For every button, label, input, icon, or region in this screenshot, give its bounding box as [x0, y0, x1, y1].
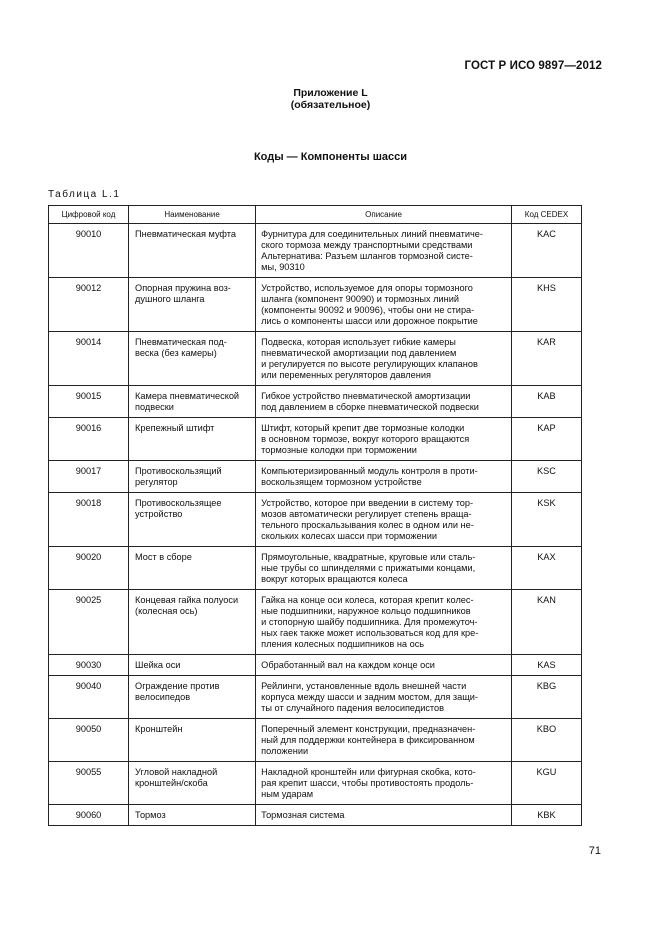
- annex-status: (обязательное): [290, 99, 371, 111]
- cell-cedex: KAX: [511, 547, 581, 590]
- cell-description: Накладной кронштейн или фигурная скобка, кото- рая крепит шасси, чтобы противостоять продоль- ным ударам: [256, 762, 512, 805]
- column-header-description: Описание: [256, 206, 512, 224]
- cell-cedex: KBG: [511, 676, 581, 719]
- cell-code: 90055: [49, 762, 129, 805]
- cell-description: Тормозная система: [256, 805, 512, 826]
- table-row: [49, 676, 582, 719]
- cell-code: 90015: [49, 386, 129, 418]
- table-caption: Таблица L.1: [48, 189, 121, 200]
- cell-name: Угловой накладной кронштейн/скоба: [129, 762, 256, 805]
- cell-cedex: KHS: [511, 278, 581, 332]
- cell-code: 90016: [49, 418, 129, 461]
- table-row: [49, 332, 582, 386]
- annex-title: Приложение L: [293, 87, 368, 99]
- cell-description: Штифт, который крепит две тормозные колодки в основном тормозе, вокруг которого вращаются тормозные колодки при торможении: [256, 418, 512, 461]
- cell-name: Опорная пружина воз- душного шланга: [129, 278, 256, 332]
- cell-description: Гайка на конце оси колеса, которая крепит колес- ные подшипники, наружное кольцо подшипников и стопорную шайбу подшипника. Для промежуточ- ных гаек также может использоваться код для кре- пления колесных подшипников на ось: [256, 590, 512, 655]
- cell-name: Ограждение против велосипедов: [129, 676, 256, 719]
- cell-cedex: KAR: [511, 332, 581, 386]
- cell-cedex: KAS: [511, 655, 581, 676]
- cell-code: 90050: [49, 719, 129, 762]
- table-row: [49, 719, 582, 762]
- cell-name: Противоскользящий регулятор: [129, 461, 256, 493]
- cell-name: Крепежный штифт: [129, 418, 256, 461]
- cell-name: Шейка оси: [129, 655, 256, 676]
- cell-code: 90060: [49, 805, 129, 826]
- annex-heading: [0, 87, 661, 111]
- cell-description: Компьютеризированный модуль контроля в проти- воскользящем тормозном устройстве: [256, 461, 512, 493]
- table-row: [49, 493, 582, 547]
- cell-code: 90025: [49, 590, 129, 655]
- cell-name: Мост в сборе: [129, 547, 256, 590]
- page-number: 71: [588, 845, 601, 857]
- cell-name: Камера пневматической подвески: [129, 386, 256, 418]
- cell-code: 90020: [49, 547, 129, 590]
- cell-code: 90030: [49, 655, 129, 676]
- codes-table: [48, 205, 582, 826]
- cell-cedex: KAC: [511, 224, 581, 278]
- table-row: [49, 224, 582, 278]
- cell-cedex: KBK: [511, 805, 581, 826]
- cell-code: 90012: [49, 278, 129, 332]
- column-header-cedex: Код CEDEX: [511, 206, 581, 224]
- cell-name: Концевая гайка полуоси (колесная ось): [129, 590, 256, 655]
- cell-cedex: KBO: [511, 719, 581, 762]
- table-row: [49, 386, 582, 418]
- table-body: [49, 224, 582, 826]
- cell-code: 90014: [49, 332, 129, 386]
- table-row: [49, 547, 582, 590]
- table-row: [49, 655, 582, 676]
- cell-name: Пневматическая под- веска (без камеры): [129, 332, 256, 386]
- cell-description: Обработанный вал на каждом конце оси: [256, 655, 512, 676]
- cell-description: Устройство, используемое для опоры тормозного шланга (компонент 90090) и тормозных линий (компоненты 90092 и 90096), чтобы они не стира- лись о компоненты шасси или дорожное покрытие: [256, 278, 512, 332]
- section-title: Коды — Компоненты шасси: [253, 151, 408, 163]
- table-row: [49, 590, 582, 655]
- table-row: [49, 278, 582, 332]
- cell-description: Фурнитура для соединительных линий пневматиче- ского тормоза между транспортными средствами Альтернатива: Разъем шлангов тормозной систе- мы, 90310: [256, 224, 512, 278]
- cell-description: Поперечный элемент конструкции, предназначен- ный для поддержки контейнера в фиксированном положении: [256, 719, 512, 762]
- table-row: [49, 418, 582, 461]
- cell-description: Прямоугольные, квадратные, круговые или сталь- ные трубы со шпинделями с прижатыми концами, вокруг которых вращаются колеса: [256, 547, 512, 590]
- table-header-row: [49, 206, 582, 224]
- document-code: ГОСТ Р ИСО 9897—2012: [464, 60, 602, 72]
- cell-cedex: KSK: [511, 493, 581, 547]
- column-header-name: Наименование: [129, 206, 256, 224]
- cell-description: Подвеска, которая использует гибкие камеры пневматической амортизации под давлением и регулируется по высоте регулирующих клапанов или переменных регуляторов давления: [256, 332, 512, 386]
- cell-description: Устройство, которое при введении в систему тор- мозов автоматически регулирует степень враща- тельного проскальзывания колес в одном или не- скольких колесах шасси при торможении: [256, 493, 512, 547]
- table-row: [49, 762, 582, 805]
- cell-code: 90017: [49, 461, 129, 493]
- cell-code: 90040: [49, 676, 129, 719]
- cell-name: Кронштейн: [129, 719, 256, 762]
- table-row: [49, 461, 582, 493]
- cell-cedex: KGU: [511, 762, 581, 805]
- cell-code: 90010: [49, 224, 129, 278]
- cell-cedex: KAP: [511, 418, 581, 461]
- cell-description: Рейлинги, установленные вдоль внешней части корпуса между шасси и задним мостом, для защи- ты от случайного падения велосипедистов: [256, 676, 512, 719]
- table-row: [49, 805, 582, 826]
- cell-cedex: KAN: [511, 590, 581, 655]
- cell-name: Тормоз: [129, 805, 256, 826]
- cell-code: 90018: [49, 493, 129, 547]
- column-header-code: Цифровой код: [49, 206, 129, 224]
- cell-cedex: KAB: [511, 386, 581, 418]
- cell-cedex: KSC: [511, 461, 581, 493]
- cell-description: Гибкое устройство пневматической амортизации под давлением в сборке пневматической подвески: [256, 386, 512, 418]
- cell-name: Противоскользящее устройство: [129, 493, 256, 547]
- cell-name: Пневматическая муфта: [129, 224, 256, 278]
